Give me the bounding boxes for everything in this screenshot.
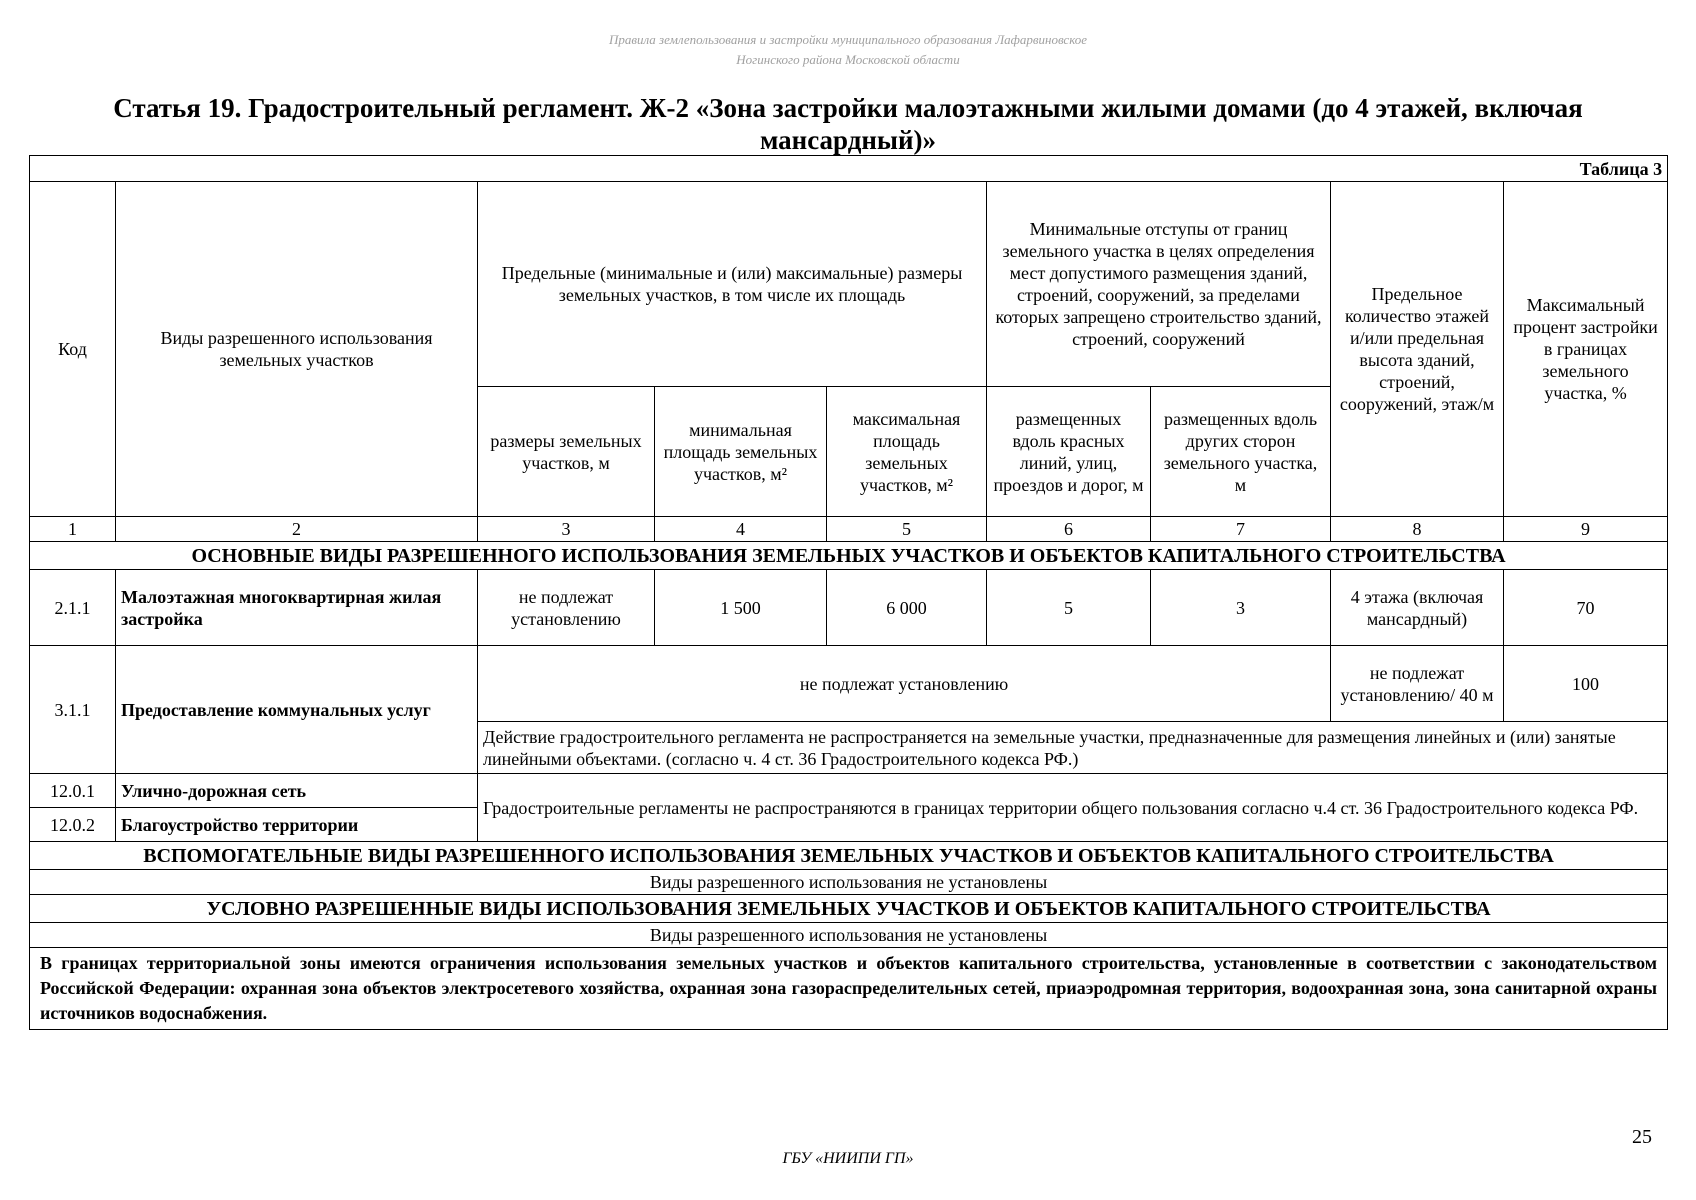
- conditional-text: Виды разрешенного использования не установлены: [30, 923, 1668, 948]
- table-caption: Таблица 3: [30, 156, 1668, 182]
- table-row: [30, 646, 1668, 722]
- header-plot-sizes: Предельные (минимальные и (или) максимальные) размеры земельных участков, в том числе их площадь: [478, 182, 987, 387]
- row-merged-value: не подлежат установлению: [478, 646, 1331, 722]
- header-max-area: максимальная площадь земельных участков, м²: [827, 387, 987, 517]
- header-code: Код: [30, 182, 116, 517]
- row-name: Благоустройство территории: [116, 808, 478, 842]
- auxiliary-text: Виды разрешенного использования не установлены: [30, 870, 1668, 895]
- col-number: 9: [1504, 517, 1668, 542]
- running-head-line2: Ногинского района Московской области: [736, 52, 960, 67]
- row-floors: 4 этажа (включая мансардный): [1331, 570, 1504, 646]
- running-head: [0, 30, 1696, 70]
- row-name: Предоставление коммунальных услуг: [116, 646, 478, 774]
- row-code: 3.1.1: [30, 646, 116, 774]
- column-number-row: [30, 517, 1668, 542]
- col-number: 3: [478, 517, 655, 542]
- row-coverage: 100: [1504, 646, 1668, 722]
- table-row: [30, 570, 1668, 646]
- row-plot-size: не подлежат установлению: [478, 570, 655, 646]
- col-number: 8: [1331, 517, 1504, 542]
- row-setback-red: 5: [987, 570, 1151, 646]
- row-code: 12.0.1: [30, 774, 116, 808]
- row-note: Градостроительные регламенты не распространяются в границах территории общего пользования согласно ч.4 ст. 36 Градостроительного кодекса РФ.: [478, 774, 1668, 842]
- row-note: Действие градостроительного регламента не распространяется на земельные участки, предназначенные для размещения линейных и (или) занятые линейными объектами. (согласно ч. 4 ст. 36 Градостроительного кодекса РФ.): [478, 722, 1668, 774]
- header-types: Виды разрешенного использования земельных участков: [116, 182, 478, 517]
- row-code: 2.1.1: [30, 570, 116, 646]
- header-setback-red: размещенных вдоль красных линий, улиц, проездов и дорог, м: [987, 387, 1151, 517]
- header-floors: Предельное количество этажей и/или предельная высота зданий, строений, сооружений, этаж/м: [1331, 182, 1504, 517]
- running-head-line1: Правила землепользования и застройки муниципального образования Лафарвиновское: [608, 32, 1088, 47]
- footer: ГБУ «НИИПИ ГП»: [782, 1150, 914, 1167]
- header-setback-other: размещенных вдоль других сторон земельного участка, м: [1151, 387, 1331, 517]
- row-setback-other: 3: [1151, 570, 1331, 646]
- col-number: 7: [1151, 517, 1331, 542]
- col-number: 5: [827, 517, 987, 542]
- header-min-area: минимальная площадь земельных участков, м²: [655, 387, 827, 517]
- row-name: Малоэтажная многоквартирная жилая застройка: [116, 570, 478, 646]
- section-auxiliary: ВСПОМОГАТЕЛЬНЫЕ ВИДЫ РАЗРЕШЕННОГО ИСПОЛЬЗОВАНИЯ ЗЕМЕЛЬНЫХ УЧАСТКОВ И ОБЪЕКТОВ КАПИТАЛЬНОГО СТРОИТЕЛЬСТВА: [30, 842, 1668, 870]
- restrictions-note: В границах территориальной зоны имеются ограничения использования земельных участков и объектов капитального строительства, установленные в соответствии с законодательством Российской Федерации: охранная зона объектов электросетевого хозяйства, охранная зона газораспределительных сетей, приаэродромная территория, водоохранная зона, зона санитарной охраны источников водоснабжения.: [30, 948, 1668, 1030]
- table-row: [30, 774, 1668, 808]
- row-floors: не подлежат установлению/ 40 м: [1331, 646, 1504, 722]
- col-number: 6: [987, 517, 1151, 542]
- section-conditional: УСЛОВНО РАЗРЕШЕННЫЕ ВИДЫ ИСПОЛЬЗОВАНИЯ ЗЕМЕЛЬНЫХ УЧАСТКОВ И ОБЪЕКТОВ КАПИТАЛЬНОГО СТРОИТЕЛЬСТВА: [30, 895, 1668, 923]
- header-plot-size: размеры земельных участков, м: [478, 387, 655, 517]
- col-number: 1: [30, 517, 116, 542]
- row-max-area: 6 000: [827, 570, 987, 646]
- regulation-table: [29, 155, 1668, 1030]
- row-code: 12.0.2: [30, 808, 116, 842]
- section-main: ОСНОВНЫЕ ВИДЫ РАЗРЕШЕННОГО ИСПОЛЬЗОВАНИЯ ЗЕМЕЛЬНЫХ УЧАСТКОВ И ОБЪЕКТОВ КАПИТАЛЬНОГО СТРОИТЕЛЬСТВА: [30, 542, 1668, 570]
- article-title: Статья 19. Градостроительный регламент. Ж-2 «Зона застройки малоэтажными жилыми домами (до 4 этажей, включая мансардный)»: [113, 93, 1583, 155]
- header-coverage: Максимальный процент застройки в границах земельного участка, %: [1504, 182, 1668, 517]
- col-number: 2: [116, 517, 478, 542]
- row-coverage: 70: [1504, 570, 1668, 646]
- row-name: Улично-дорожная сеть: [116, 774, 478, 808]
- row-min-area: 1 500: [655, 570, 827, 646]
- header-setbacks: Минимальные отступы от границ земельного участка в целях определения мест допустимого размещения зданий, строений, сооружений, за пределами которых запрещено строительство зданий, строений, сооружений: [987, 182, 1331, 387]
- col-number: 4: [655, 517, 827, 542]
- page-number: 25: [1632, 1126, 1652, 1148]
